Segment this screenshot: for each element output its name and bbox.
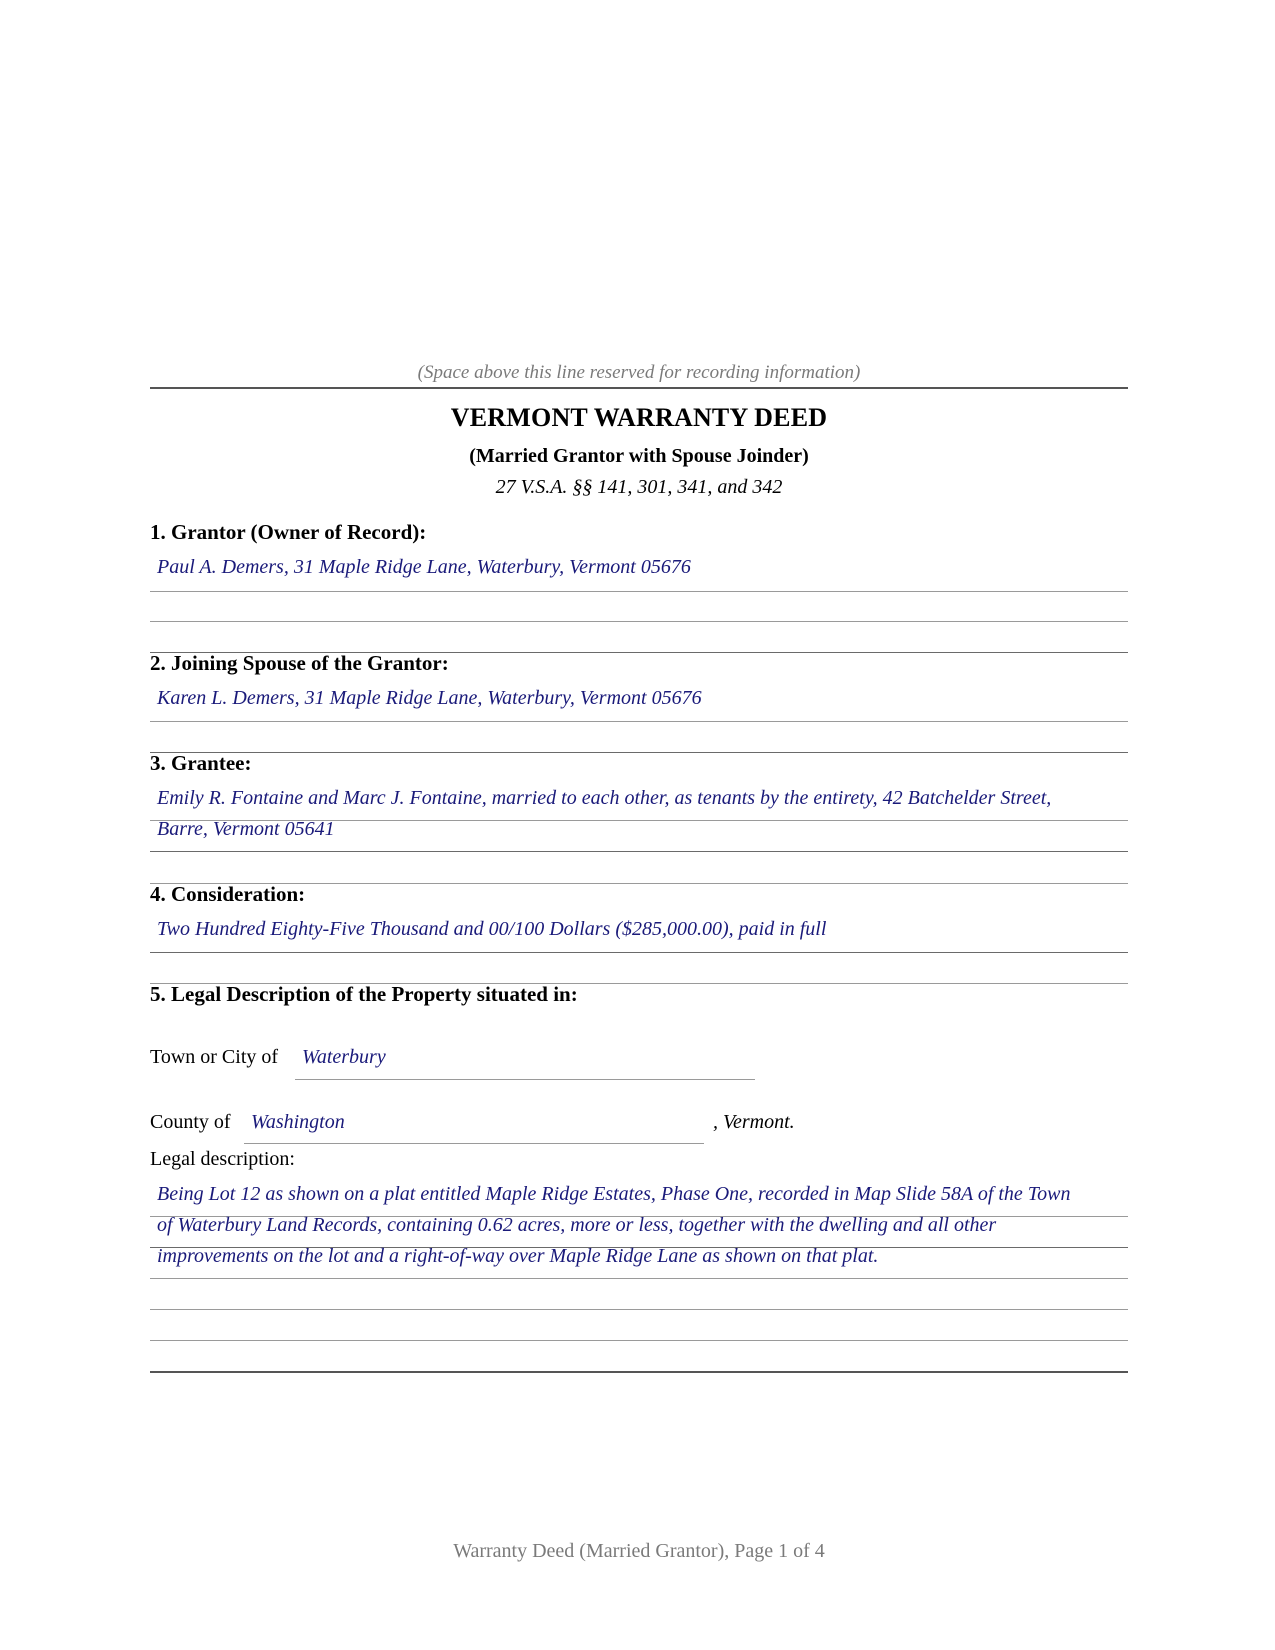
state-suffix: , Vermont. (713, 1111, 795, 1133)
recording-divider (150, 387, 1128, 389)
legal-description-line-3[interactable]: improvements on the lot and a right-of-way over Maple Ridge Lane as shown on that plat. (157, 1245, 879, 1267)
consideration-heading: 4. Consideration: (150, 882, 306, 906)
grantor-line-2 (150, 621, 1128, 622)
legal-rule-6 (150, 1371, 1128, 1373)
county-field[interactable]: Washington (251, 1111, 345, 1133)
town-underline (295, 1079, 755, 1080)
statute-reference: 27 V.S.A. §§ 141, 301, 341, and 342 (495, 476, 783, 498)
grantee-heading: 3. Grantee: (150, 751, 252, 775)
spouse-line-1 (150, 721, 1128, 722)
town-label: Town or City of (150, 1046, 279, 1068)
grantor-line-1 (150, 591, 1128, 592)
legal-description-line-1[interactable]: Being Lot 12 as shown on a plat entitled Maple Ridge Estates, Phase One, recorded in Map Slide 58A of the Town (157, 1183, 1071, 1205)
county-underline (244, 1143, 704, 1144)
grantor-heading: 1. Grantor (Owner of Record): (150, 520, 427, 544)
consideration-field[interactable]: Two Hundred Eighty-Five Thousand and 00/100 Dollars ($285,000.00), paid in full (157, 918, 827, 940)
county-label: County of (150, 1111, 231, 1133)
legal-description-label: Legal description: (150, 1148, 295, 1170)
spouse-field[interactable]: Karen L. Demers, 31 Maple Ridge Lane, Waterbury, Vermont 05676 (157, 687, 702, 709)
legal-rule-3 (150, 1278, 1128, 1279)
page-footer: Warranty Deed (Married Grantor), Page 1 of 4 (453, 1540, 825, 1562)
legal-rule-4 (150, 1309, 1128, 1310)
spouse-line-2 (150, 752, 1128, 753)
grantee-field-line-1[interactable]: Emily R. Fontaine and Marc J. Fontaine, married to each other, as tenants by the entirety, 42 Batchelder Street, (157, 787, 1052, 809)
legal-description-line-2[interactable]: of Waterbury Land Records, containing 0.62 acres, more or less, together with the dwelling and all other (157, 1214, 997, 1236)
document-subtitle: (Married Grantor with Spouse Joinder) (469, 445, 809, 467)
grantee-line-2 (150, 851, 1128, 852)
recording-space-note: (Space above this line reserved for recording information) (417, 362, 861, 383)
consideration-line-1 (150, 952, 1128, 953)
document-title: VERMONT WARRANTY DEED (450, 403, 828, 432)
town-field[interactable]: Waterbury (302, 1046, 386, 1068)
grantor-field[interactable]: Paul A. Demers, 31 Maple Ridge Lane, Waterbury, Vermont 05676 (157, 556, 691, 578)
legal-rule-5 (150, 1340, 1128, 1341)
spouse-heading: 2. Joining Spouse of the Grantor: (150, 651, 449, 675)
grantee-field-line-2[interactable]: Barre, Vermont 05641 (157, 818, 335, 840)
legal-heading: 5. Legal Description of the Property situated in: (150, 982, 578, 1006)
